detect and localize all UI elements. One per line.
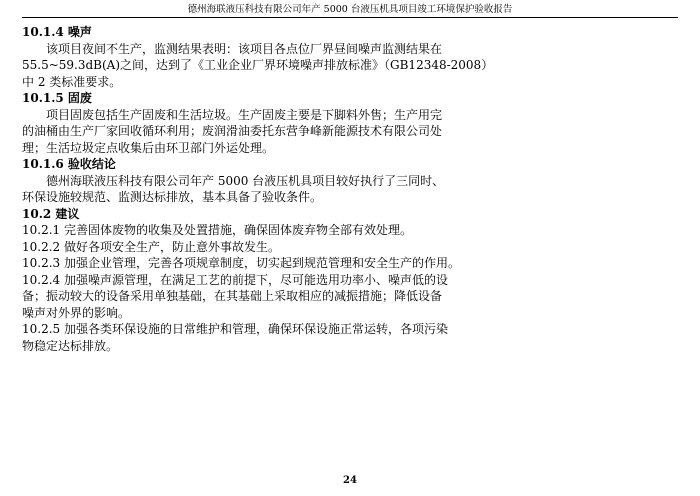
noise-line-1: 该项目夜间不生产，监测结果表明：该项目各点位厂界昼间噪声监测结果在 xyxy=(46,41,443,56)
suggestion-10-2-4-line-2: 备；振动较大的设备采用单独基础，在其基础上采取相应的减振措施；降低设备 xyxy=(22,289,443,303)
conclusion-line-2: 环保设施较规范、监测达标排放，基本具备了验收条件。 xyxy=(22,190,323,204)
solid-waste-line-1: 项目固废包括生产固废和生活垃圾。生产固废主要是下脚料外售；生产用完 xyxy=(46,107,443,122)
suggestion-10-2-5-line-2: 物稳定达标排放。 xyxy=(22,338,119,353)
page-number: 24 xyxy=(343,475,357,486)
suggestion-10-2-4-line-3: 噪声对外界的影响。 xyxy=(22,305,131,320)
suggestion-10-2-3: 10.2.3 加强企业管理，完善各项规章制度，切实起到规范管理和安全生产的作用。 xyxy=(22,256,460,270)
suggestion-10-2-1: 10.2.1 完善固体废物的收集及处置措施，确保固体废弃物全部有效处理。 xyxy=(22,223,412,237)
section-heading-suggestions: 10.2 建议 xyxy=(22,206,80,221)
solid-waste-line-2: 的油桶由生产厂家回收循环利用；废润滑油委托东营争峰新能源技术有限公司处 xyxy=(22,124,443,138)
suggestion-10-2-5-line-1: 10.2.5 加强各类环保设施的日常维护和管理，确保环保设施正常运转，各项污染 xyxy=(22,322,448,336)
suggestion-10-2-2: 10.2.2 做好各项安全生产，防止意外事故发生。 xyxy=(22,239,280,254)
document-body xyxy=(22,24,674,354)
conclusion-line-1: 德州海联液压科技有限公司年产 5000 台液压机具项目较好执行了三同时、 xyxy=(46,173,445,188)
solid-waste-line-3: 理；生活垃圾定点收集后由环卫部门外运处理。 xyxy=(22,140,275,155)
running-header: 德州海联液压科技有限公司年产 5000 台液压机具项目竣工环境保护验收报告 xyxy=(22,3,678,18)
noise-line-3: 中 2 类标准要求。 xyxy=(22,74,122,89)
section-heading-solid-waste: 10.1.5 固废 xyxy=(22,91,92,105)
section-heading-conclusion: 10.1.6 验收结论 xyxy=(22,157,116,171)
suggestion-10-2-4-line-1: 10.2.4 加强噪声源管理，在满足工艺的前提下，尽可能选用功率小、噪声低的设 xyxy=(22,272,448,287)
noise-line-2: 55.5~59.3dB(A)之间，达到了《工业企业厂界环境噪声排放标准》（GB12348-2008） xyxy=(22,58,494,72)
section-heading-noise: 10.1.4 噪声 xyxy=(22,25,92,39)
